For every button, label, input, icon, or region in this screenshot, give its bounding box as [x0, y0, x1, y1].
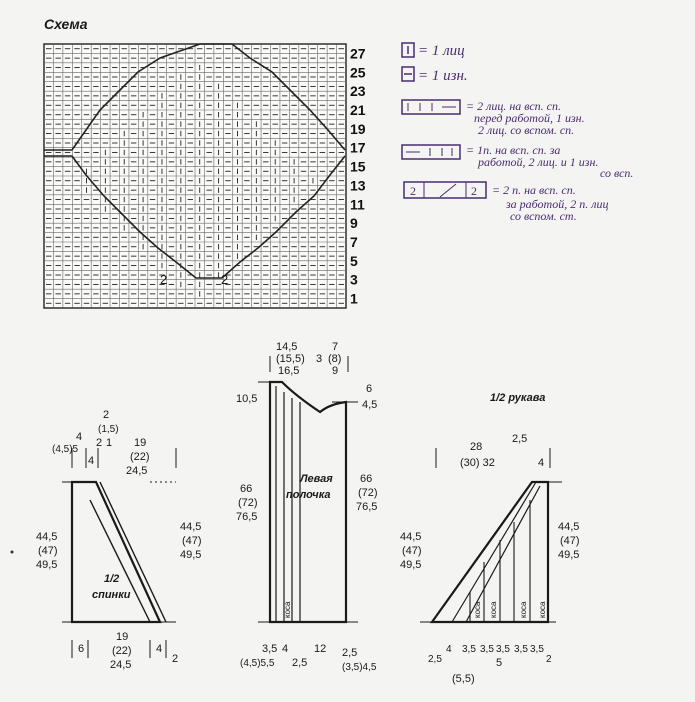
- legend-cable1-line1: = 2 лиц. на всп. сп.: [466, 99, 561, 113]
- front-outline: [270, 382, 346, 622]
- cable-mark-right: 2: [221, 272, 229, 287]
- front-bottom-b2: 2,5: [292, 657, 308, 669]
- sleeve-cable-1: коса: [473, 601, 482, 618]
- row-number-7: 7: [350, 234, 358, 250]
- front-shoulder-2: 4,5: [362, 399, 378, 411]
- cable-mark-left: 2: [160, 272, 168, 287]
- front-bottom-a2: (4,5)5,5: [240, 658, 275, 669]
- sleeve-left-h1: 44,5: [400, 531, 422, 543]
- back-top-b2: (1,5): [98, 424, 119, 435]
- front-right-h1: 66: [360, 473, 373, 485]
- front-label-1: Левая: [300, 473, 333, 485]
- back-label-2: спинки: [92, 589, 131, 601]
- legend-cable2-line3: со всп.: [600, 166, 634, 180]
- front-bottom-d: 2,5: [342, 647, 358, 659]
- back-top-c: 4: [88, 455, 95, 467]
- back-bottom-b3: 24,5: [110, 659, 132, 671]
- row-number-13: 13: [350, 177, 366, 194]
- back-top-b: 2: [103, 409, 110, 421]
- back-top-a: 4: [76, 431, 83, 443]
- sleeve-right-h2: (47): [560, 535, 580, 547]
- back-top-b3: 1: [106, 437, 113, 449]
- row-number-9: 9: [350, 215, 358, 232]
- row-number-21: 21: [350, 102, 366, 118]
- stitch-chart-grid: [44, 44, 346, 308]
- back-bottom-d: 2: [172, 653, 179, 665]
- back-right-h2: (47): [182, 535, 202, 547]
- front-top-r2: (8): [328, 353, 342, 365]
- sleeve-bottom-dimensions: [428, 644, 552, 665]
- row-number-15: 15: [350, 158, 366, 175]
- row-number-3: 3: [350, 271, 358, 288]
- legend-purl-text: = 1 изн.: [418, 68, 468, 84]
- row-number-25: 25: [350, 64, 366, 81]
- legend-cable3-line2: за работой, 2 п. лиц: [506, 197, 609, 211]
- front-shoulder-1: 6: [366, 383, 373, 395]
- sleeve-cable-2: коса: [489, 601, 498, 618]
- front-bottom-c: 12: [314, 643, 327, 655]
- legend-cable1-line3: 2 лиц. со вспом. сп.: [478, 123, 575, 137]
- sleeve-title: 1/2 рукава: [490, 392, 546, 404]
- sleeve-right-h3: 49,5: [558, 549, 580, 561]
- stray-dot: [11, 551, 14, 554]
- back-left-h1: 44,5: [36, 531, 58, 543]
- front-right-h3: 76,5: [356, 501, 378, 513]
- svg-text:2: 2: [410, 184, 416, 198]
- front-left-h1: 66: [240, 483, 253, 495]
- back-top-e2: (22): [130, 451, 150, 463]
- row-number-5: 5: [350, 252, 358, 269]
- front-cable-label: коса: [283, 601, 292, 618]
- row-number-19: 19: [350, 120, 366, 137]
- chart-row-numbers: [350, 45, 366, 306]
- sleeve-bottom-dim: 3,5: [514, 644, 528, 655]
- sleeve-bottom-dim: 3,5: [496, 644, 510, 655]
- legend-cable3-line3: со вспом. ст.: [510, 209, 577, 223]
- back-label-1: 1/2: [104, 573, 120, 585]
- front-bottom-b: 4: [282, 643, 289, 655]
- sleeve-left-h3: 49,5: [400, 559, 422, 571]
- front-left-h2: (72): [238, 497, 258, 509]
- row-number-17: 17: [350, 139, 366, 156]
- back-right-h1: 44,5: [180, 521, 202, 533]
- front-right-h2: (72): [358, 487, 378, 499]
- front-top-w1: 14,5: [276, 341, 298, 353]
- row-number-27: 27: [350, 45, 366, 62]
- sleeve-bottom-dim: 2,5: [428, 654, 442, 665]
- back-left-h3: 49,5: [36, 559, 58, 571]
- sleeve-bottom-dim: 3,5: [480, 644, 494, 655]
- front-top-r1: 7: [332, 341, 339, 353]
- back-bottom-b1: 19: [116, 631, 129, 643]
- sleeve-top-right2: 4: [538, 457, 545, 469]
- front-left-h3: 76,5: [236, 511, 258, 523]
- sleeve-piece: [420, 448, 562, 622]
- row-number-23: 23: [350, 83, 366, 100]
- back-right-h3: 49,5: [180, 549, 202, 561]
- legend-cable3-line1: = 2 п. на всп. сп.: [492, 183, 576, 197]
- sleeve-cable-3: коса: [519, 601, 528, 618]
- schema-title: Схема: [44, 16, 88, 32]
- legend-cable2-line1: = 1п. на всп. сп. за: [466, 143, 561, 157]
- sleeve-bottom-dim: 4: [446, 644, 452, 655]
- sleeve-bottom-extra-1: (5,5): [452, 673, 475, 685]
- sleeve-left-h2: (47): [402, 545, 422, 557]
- back-top-d: 2: [96, 437, 103, 449]
- row-number-11: 11: [350, 196, 365, 213]
- back-bottom-c: 4: [156, 643, 163, 655]
- legend-cable2-line2: работой, 2 лиц. и 1 изн.: [478, 155, 599, 169]
- sleeve-bottom-dim: 3,5: [530, 644, 544, 655]
- front-top-mid: 3: [316, 353, 323, 365]
- back-top-e1: 19: [134, 437, 147, 449]
- back-left-h2: (47): [38, 545, 58, 557]
- back-top-e3: 24,5: [126, 465, 148, 477]
- back-bottom-b2: (22): [112, 645, 132, 657]
- front-label-2: полочка: [286, 489, 331, 501]
- sleeve-top-right: 2,5: [512, 433, 528, 445]
- svg-text:2: 2: [471, 184, 477, 198]
- front-neck-depth: 10,5: [236, 393, 258, 405]
- front-top-w2: (15,5): [276, 353, 305, 365]
- sleeve-top-2: (30) 32: [460, 457, 495, 469]
- sleeve-cable-4: коса: [538, 601, 547, 618]
- front-bottom-d2: (3,5)4,5: [342, 662, 377, 673]
- front-bottom-a: 3,5: [262, 643, 278, 655]
- legend-cable1-line2: перед работой, 1 изн.: [474, 111, 585, 125]
- legend: [402, 43, 633, 223]
- back-bottom-a: 6: [78, 643, 85, 655]
- row-number-1: 1: [350, 290, 358, 307]
- sleeve-bottom-dim: 2: [546, 654, 552, 665]
- sleeve-right-h1: 44,5: [558, 521, 580, 533]
- sleeve-bottom-dim: 3,5: [462, 644, 476, 655]
- sleeve-top-1: 28: [470, 441, 483, 453]
- sleeve-bottom-extra-2: 5: [496, 657, 503, 669]
- legend-knit-text: = 1 лиц: [418, 43, 465, 59]
- front-top-w3: 16,5: [278, 365, 300, 377]
- front-top-r3: 9: [332, 365, 339, 377]
- back-top-a2: (4,5)5: [52, 444, 79, 455]
